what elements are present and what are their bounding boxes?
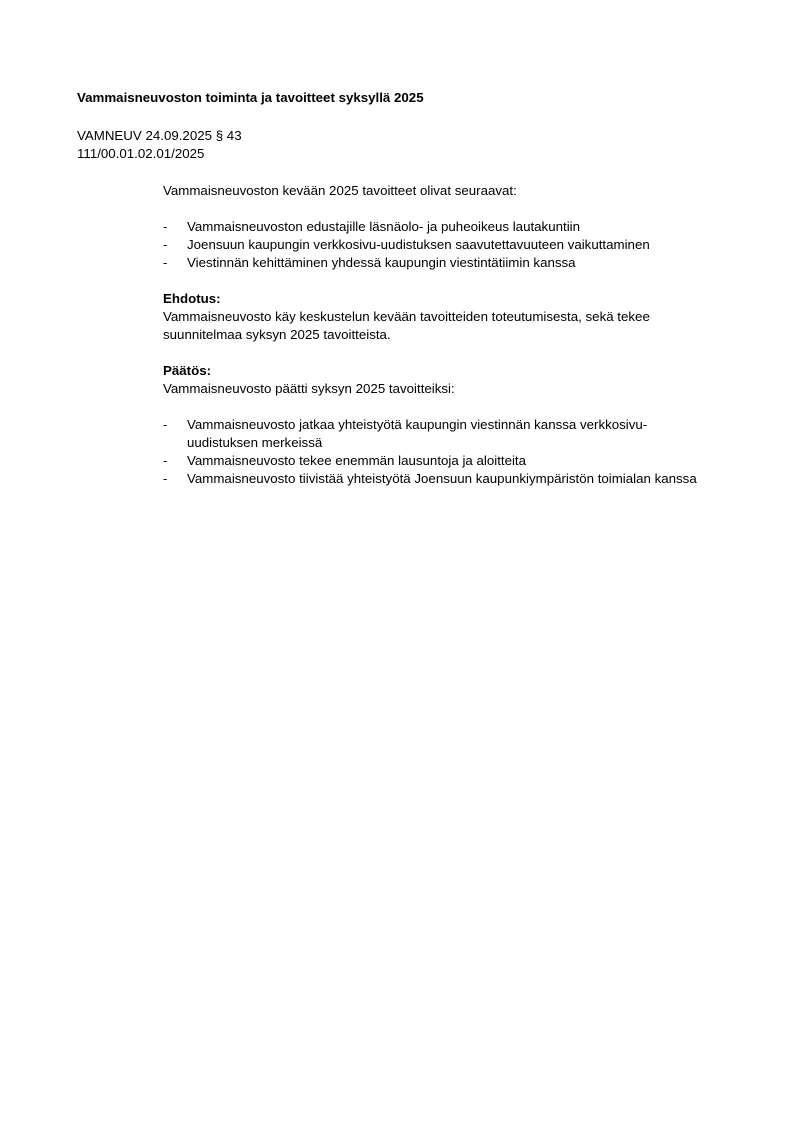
autumn-goals-list (163, 416, 708, 488)
decision-text: Vammaisneuvosto päätti syksyn 2025 tavoitteiksi: (163, 381, 455, 396)
bullet-dash: - (163, 417, 168, 432)
proposal-text: Vammaisneuvosto käy keskustelun kevään tavoitteiden toteutumisesta, sekä tekee suunnitelmaa syksyn 2025 tavoitteista. (163, 309, 650, 342)
list-item: - Vammaisneuvoston edustajille läsnäolo- ja puheoikeus lautakuntiin (163, 219, 580, 234)
bullet-dash: - (163, 219, 168, 234)
list-item: - Viestinnän kehittäminen yhdessä kaupungin viestintätiimin kanssa (163, 255, 576, 270)
list-item: - Vammaisneuvosto jatkaa yhteistyötä kaupungin viestinnän kanssa verkkosivu-uudistuksen merkeissä (163, 417, 648, 450)
proposal-heading: Ehdotus: (163, 291, 221, 306)
intro-text: Vammaisneuvoston kevään 2025 tavoitteet olivat seuraavat: (163, 183, 517, 198)
decision-heading: Päätös: (163, 363, 212, 378)
record-number: 111/00.01.02.01/2025 (77, 146, 205, 161)
list-item: - Vammaisneuvosto tekee enemmän lausuntoja ja aloitteita (163, 453, 527, 468)
document-title: Vammaisneuvoston toiminta ja tavoitteet syksyllä 2025 (77, 90, 424, 105)
bullet-dash: - (163, 453, 168, 468)
bullet-dash: - (163, 471, 168, 486)
list-item: - Vammaisneuvosto tiivistää yhteistyötä Joensuun kaupunkiympäristön toimialan kanssa (163, 471, 697, 486)
list-item: - Joensuun kaupungin verkkosivu-uudistuksen saavutettavuuteen vaikuttaminen (163, 237, 650, 252)
spring-goals-list (163, 218, 708, 272)
bullet-dash: - (163, 255, 168, 270)
document-body (163, 182, 708, 488)
document-meta (77, 127, 242, 163)
meeting-reference: VAMNEUV 24.09.2025 § 43 (77, 128, 242, 143)
bullet-dash: - (163, 237, 168, 252)
